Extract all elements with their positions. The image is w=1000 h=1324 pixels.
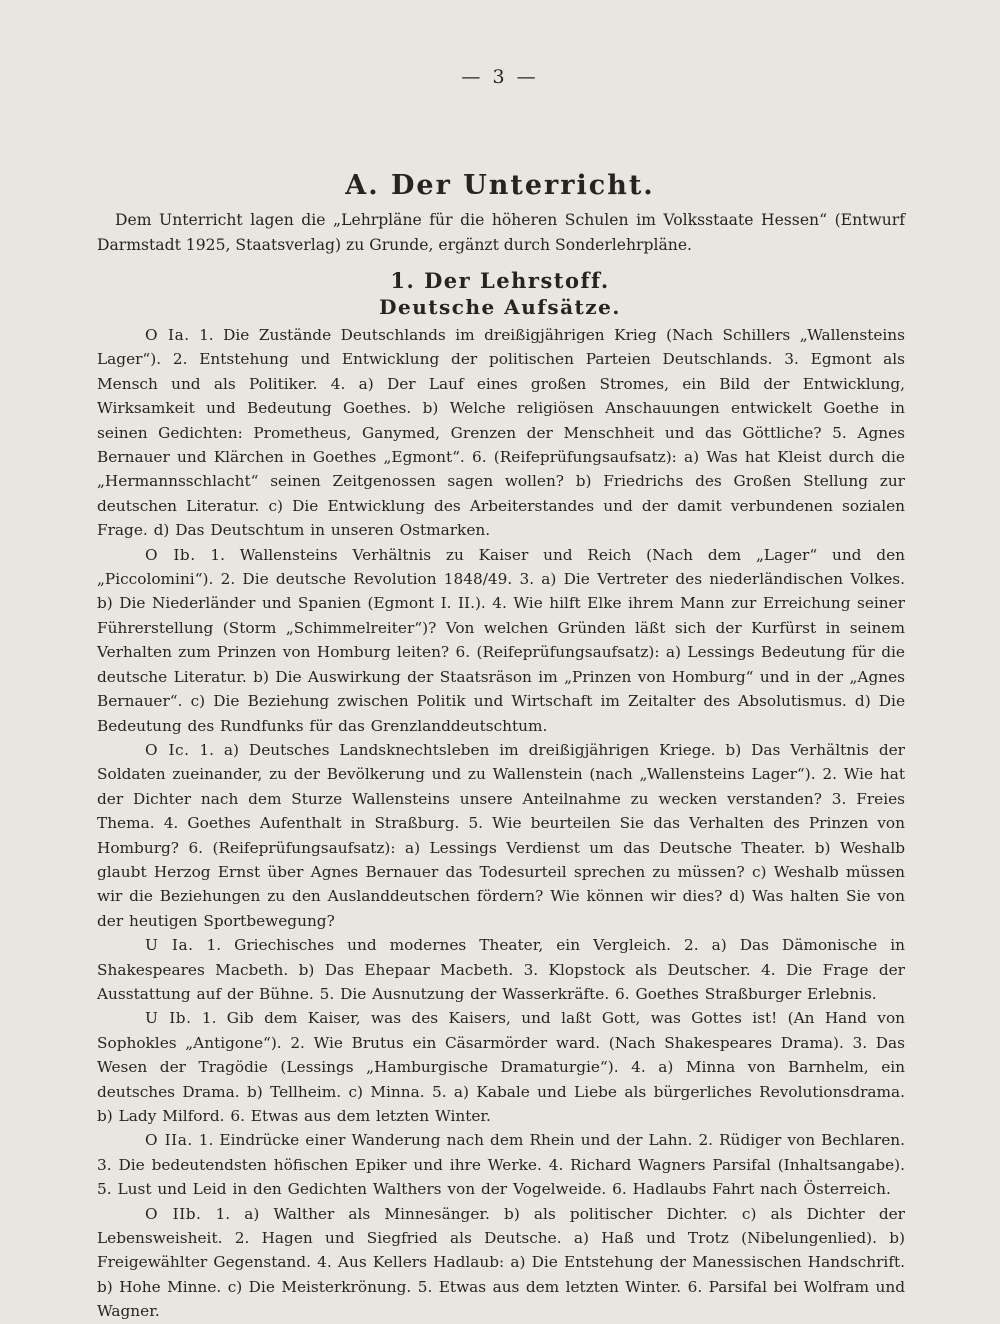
topic-text: 1. Die Zustände Deutschlands im dreißigjährigen Krieg (Nach Schillers „Wallensteins Lager“). 2. Entstehung und Entwicklung der politischen Parteien Deutschlands. 3. Egmont als Mensch und als Politiker. 4. a) Der Lauf eines großen Stromes, ein Bild der Entwicklung, Wirksamkeit und Bedeutung Goethes. b) Welche religiösen Anschauungen entwickelt Goethe in seinen Gedichten: Prometheus, Ganymed, Grenzen der Menschheit und das Göttliche? 5. Agnes Bernauer und Klärchen in Goethes „Egmont“. 6. (Reifeprüfungsaufsatz): a) Was hat Kleist durch die „Hermannsschlacht“ seinen Zeitgenossen sagen wollen? b) Friedrichs des Großen Stellung zur deutschen Literatur. c) Die Entwicklung des Arbeiterstandes und der damit verbundenen sozialen Frage. d) Das Deutschtum in unseren Ostmarken. xyxy=(97,326,905,540)
class-label: U Ia. xyxy=(145,936,194,955)
topic-text: 1. Eindrücke einer Wanderung nach dem Rhein und der Lahn. 2. Rüdiger von Bechlaren. 3. Die bedeutendsten höfischen Epiker und ihre Werke. 4. Richard Wagners Parsifal (Inhaltsangabe). 5. Lust und Leid in den Gedichten Walthers von der Vogelweide. 6. Hadlaubs Fahrt nach Österreich. xyxy=(97,1131,905,1199)
class-label: O Ia. xyxy=(145,326,190,344)
topics-u-ia xyxy=(97,933,905,1006)
class-label: O Ic. xyxy=(145,740,190,759)
topic-text: 1. Wallensteins Verhältnis zu Kaiser und Reich (Nach dem „Lager“ und den „Piccolomini“). 2. Die deutsche Revolution 1848/49. 3. a) Die Vertreter des niederländischen Volkes. b) Die Niederländer und Spanien (Egmont I. II.). 4. Wie hilft Elke ihrem Mann zur Erreichung seiner Führerstellung (Storm „Schimmelreiter“)? Von welchen Gründen läßt sich der Kurfürst in seinem Verhalten zum Prinzen von Homburg leiten? 6. (Reifeprüfungsaufsatz): a) Lessings Bedeutung für die deutsche Literatur. b) Die Auswirkung der Staatsräson im „Prinzen von Homburg“ und in der „Agnes Bernauer“. c) Die Beziehung zwischen Politik und Wirtschaft im Zeitalter des Absolutismus. d) Die Bedeutung des Rundfunks für das Grenzlanddeutschtum. xyxy=(97,545,905,735)
section-title: A. Der Unterricht. xyxy=(345,170,655,201)
topics-o-iib xyxy=(97,1202,905,1324)
class-label: O IIb. xyxy=(145,1204,202,1223)
topics-o-ia xyxy=(97,323,905,543)
topics-o-ib xyxy=(97,543,905,738)
intro-paragraph: Dem Unterricht lagen die „Lehrpläne für die höheren Schulen im Volksstaate Hessen“ (Entwurf Darmstadt 1925, Staatsverlag) zu Grunde, ergänzt durch Sonderlehrpläne. xyxy=(97,211,905,254)
essay-topics xyxy=(97,323,905,1324)
topic-text: 1. a) Deutsches Landsknechtsleben im dreißigjährigen Kriege. b) Das Verhältnis der Soldaten zueinander, zu der Bevölkerung und zu Wallenstein (nach „Wallensteins Lager“). 2. Wie hat der Dichter nach dem Sturze Wallensteins unsere Anteilnahme zu wecken verstanden? 3. Freies Thema. 4. Goethes Aufenthalt in Straßburg. 5. Wie beurteilen Sie das Verhalten des Prinzen von Homburg? 6. (Reifeprüfungsaufsatz): a) Lessings Verdienst um das Deutsche Theater. b) Weshalb glaubt Herzog Ernst über Agnes Bernauer das Todesurteil sprechen zu müssen? c) Weshalb müssen wir die Beziehungen zu den Auslanddeutschen fördern? Wie können wir dies? d) Was halten Sie von der heutigen Sportbewegung? xyxy=(97,740,905,930)
topic-text: 1. Griechisches und modernes Theater, ein Vergleich. 2. a) Das Dämonische in Shakespeares Macbeth. b) Das Ehepaar Macbeth. 3. Klopstock als Deutscher. 4. Die Frage der Ausstattung auf der Bühne. 5. Die Ausnutzung der Wasserkräfte. 6. Goethes Straßburger Erlebnis. xyxy=(97,936,905,1003)
page-number: — 3 — xyxy=(461,66,539,88)
topic-text: 1. a) Walther als Minnesänger. b) als politischer Dichter. c) als Dichter der Lebensweisheit. 2. Hagen und Siegfried als Deutsche. a) Haß und Trotz (Nibelungenlied). b) Freigewählter Gegenstand. 4. Aus Kellers Hadlaub: a) Die Entstehung der Manessischen Handschrift. b) Hohe Minne. c) Die Meisterkrönung. 5. Etwas aus dem letzten Winter. 6. Parsifal bei Wolfram und Wagner. xyxy=(97,1204,905,1321)
class-label: O IIa. xyxy=(145,1131,193,1150)
subheading-lehrstoff: 1. Der Lehrstoff. xyxy=(390,268,610,293)
topics-o-ic xyxy=(97,738,905,933)
topic-text: 1. Gib dem Kaiser, was des Kaisers, und laßt Gott, was Gottes ist! (An Hand von Sophokles „Antigone“). 2. Wie Brutus ein Cäsarmörder ward. (Nach Shakespeares Drama). 3. Das Wesen der Tragödie (Lessings „Hamburgische Dramaturgie“). 4. a) Minna von Barnhelm, ein deutsches Drama. b) Tellheim. c) Minna. 5. a) Kabale und Liebe als bürgerliches Revolutionsdrama. b) Lady Milford. 6. Etwas aus dem letzten Winter. xyxy=(97,1009,906,1125)
subheading-deutsche-aufsaetze: Deutsche Aufsätze. xyxy=(379,295,621,319)
topics-o-iia xyxy=(97,1128,905,1201)
class-label: O Ib. xyxy=(145,545,196,564)
topics-u-ib xyxy=(97,1006,905,1128)
class-label: U Ib. xyxy=(145,1009,192,1028)
